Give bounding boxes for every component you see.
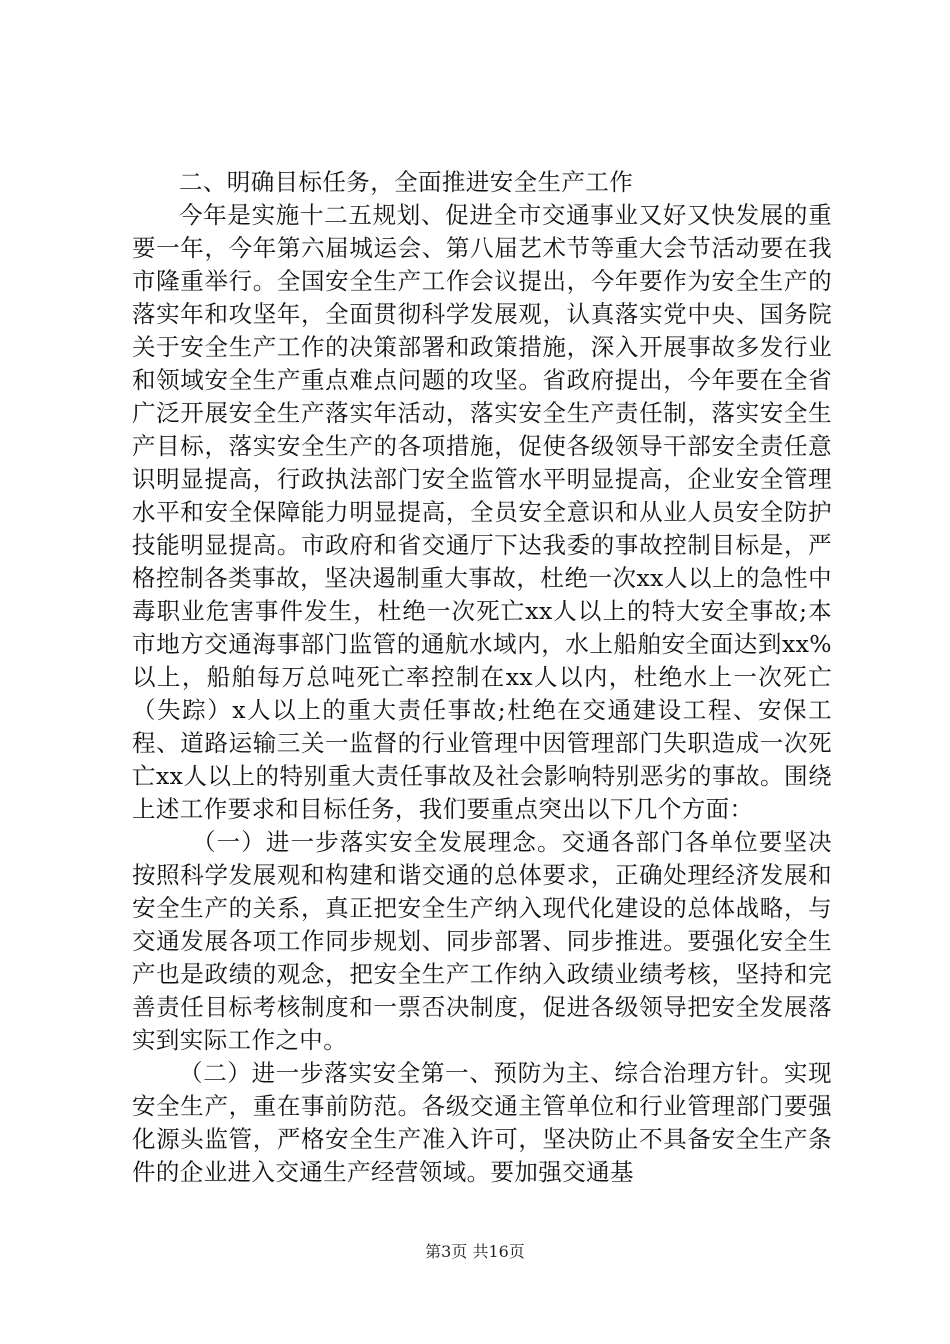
paragraph-1: 今年是实施十二五规划、促进全市交通事业又好又快发展的重要一年，今年第六届城运会、第八届艺术节等重大会节活动要在我市隆重举行。全国安全生产工作会议提出，今年要作为安全生产的落实年和攻坚年，全面贯彻科学发展观，认真落实党中央、国务院关于安全生产工作的决策部署和政策措施，深入开展事故多发行业和领域安全生产重点难点问题的攻坚。省政府提出，今年要在全省广泛开展安全生产落实年活动，落实安全生产责任制，落实安全生产目标，落实安全生产的各项措施，促使各级领导干部安全责任意识明显提高，行政执法部门安全监管水平明显提高，企业安全管理水平和安全保障能力明显提高，全员安全意识和从业人员安全防护技能明显提高。市政府和省交通厅下达我委的事故控制目标是，严格控制各类事故，坚决遏制重大事故，杜绝一次xx人以上的急性中毒职业危害事件发生，杜绝一次死亡xx人以上的特大安全事故;本市地方交通海事部门监管的通航水域内，水上船舶安全面达到xx%以上，船舶每万总吨死亡率控制在xx人以内，杜绝水上一次死亡（失踪）x人以上的重大责任事故;杜绝在交通建设工程、安保工程、道路运输三关一监督的行业管理中因管理部门失职造成一次死亡xx人以上的特别重大责任事故及社会影响特别恶劣的事故。围绕上述工作要求和目标任务，我们要重点突出以下几个方面：	[132, 201, 832, 823]
page-number-footer: 第3页 共16页	[425, 1242, 525, 1261]
document-body	[132, 166, 832, 1189]
section-heading: 二、明确目标任务，全面推进安全生产工作	[179, 168, 634, 196]
paragraph-3: （二）进一步落实安全第一、预防为主、综合治理方针。实现安全生产，重在事前防范。各级交通主管单位和行业管理部门要强化源头监管，严格安全生产准入许可，坚决防止不具备安全生产条件的企业进入交通生产经营领域。要加强交通基	[132, 1059, 832, 1186]
paragraph-2: （一）进一步落实安全发展理念。交通各部门各单位要坚决按照科学发展观和构建和谐交通的总体要求，正确处理经济发展和安全生产的关系，真正把安全生产纳入现代化建设的总体战略，与交通发展各项工作同步规划、同步部署、同步推进。要强化安全生产也是政绩的观念，把安全生产工作纳入政绩业绩考核，坚持和完善责任目标考核制度和一票否决制度，促进各级领导把安全发展落实到实际工作之中。	[132, 828, 832, 1054]
